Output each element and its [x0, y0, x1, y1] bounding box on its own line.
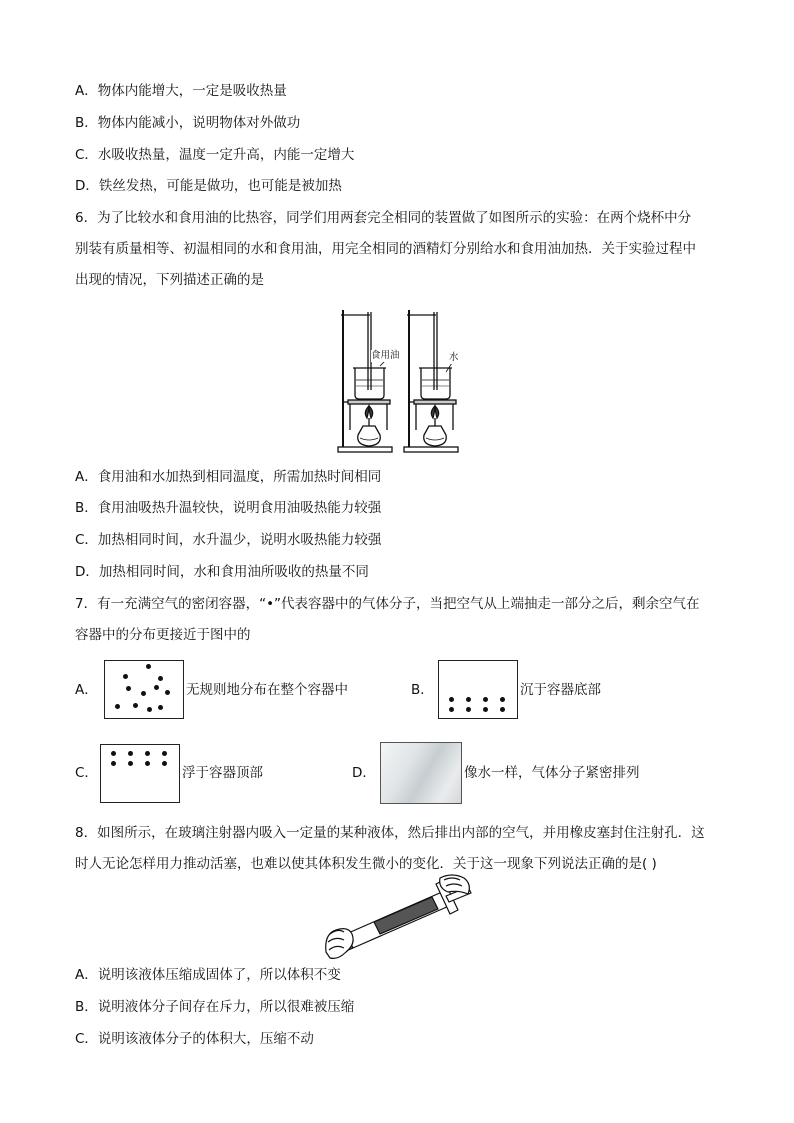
- gas-molecule: [111, 761, 116, 766]
- q7-option-c-letter: C．: [75, 765, 98, 781]
- gas-molecule: [146, 664, 151, 669]
- gas-molecule: [466, 707, 471, 712]
- q7-option-d-dense-container: [380, 742, 462, 804]
- gas-molecule: [123, 674, 128, 679]
- q6-option-a: A．食用油和水加热到相同温度，所需加热时间相同: [75, 469, 382, 485]
- gas-molecule: [162, 761, 167, 766]
- q7-option-c-text: 浮于容器顶部: [182, 765, 263, 781]
- gas-molecule: [115, 704, 120, 709]
- q8-stem-line: 8．如图所示，在玻璃注射器内吸入一定量的某种液体，然后排出内部的空气，并用橡皮塞封住注射孔．这: [75, 825, 705, 841]
- gas-molecule: [466, 697, 471, 702]
- q6-option-c: C．加热相同时间，水升温少，说明水吸热能力较强: [75, 532, 382, 548]
- gas-molecule: [158, 676, 163, 681]
- gas-molecule: [147, 707, 152, 712]
- gas-molecule: [128, 751, 133, 756]
- gas-molecule: [154, 685, 159, 690]
- q6-stem-line: 别装有质量相等、初温相同的水和食用油，用完全相同的酒精灯分别给水和食用油加热．关于实验过程中: [75, 241, 696, 257]
- q5-option-c: C．水吸收热量，温度一定升高，内能一定增大: [75, 147, 355, 163]
- q5-option-a: A．物体内能增大，一定是吸收热量: [75, 83, 287, 99]
- gas-molecule: [145, 761, 150, 766]
- gas-molecule: [483, 697, 488, 702]
- q7-option-a-text: 无规则地分布在整个容器中: [186, 682, 348, 698]
- q8-syringe-figure: [322, 874, 474, 960]
- gas-molecule: [500, 707, 505, 712]
- q7-stem: [75, 589, 723, 651]
- q6-label-oil: 食用油: [371, 350, 400, 361]
- q8-option-b: B．说明液体分子间存在斥力，所以很难被压缩: [75, 999, 355, 1015]
- q8-option-a: A．说明该液体压缩成固体了，所以体积不变: [75, 967, 341, 983]
- gas-molecule: [145, 751, 150, 756]
- q8-stem: [75, 818, 723, 880]
- gas-molecule: [500, 697, 505, 702]
- q8-option-c: C．说明该液体分子的体积大，压缩不动: [75, 1031, 314, 1047]
- q7-option-b-letter: B．: [411, 682, 434, 698]
- q6-stem: [75, 203, 723, 296]
- q7-stem-line: 7．有一充满空气的密闭容器，“•”代表容器中的气体分子，当把空气从上端抽走一部分之后，剩余空气在: [75, 596, 700, 612]
- q6-stem-line: 6．为了比较水和食用油的比热容，同学们用两套完全相同的装置做了如图所示的实验：在两个烧杯中分: [75, 210, 692, 226]
- q6-stem-line: 出现的情况，下列描述正确的是: [75, 272, 264, 288]
- gas-molecule: [133, 703, 138, 708]
- gas-molecule: [449, 697, 454, 702]
- q5-option-d: D．铁丝发热，可能是做功，也可能是被加热: [75, 178, 342, 194]
- q7-option-a-container: [104, 660, 184, 719]
- gas-molecule: [449, 707, 454, 712]
- q7-option-a-letter: A．: [75, 682, 98, 698]
- gas-molecule: [141, 691, 146, 696]
- gas-molecule: [158, 705, 163, 710]
- q7-option-c-container: [100, 744, 180, 803]
- gas-molecule: [128, 761, 133, 766]
- q6-heating-apparatus-figure: [330, 300, 470, 455]
- q5-option-b: B．物体内能减小，说明物体对外做功: [75, 115, 301, 131]
- gas-molecule: [165, 690, 170, 695]
- q7-option-b-container: [438, 660, 518, 719]
- q7-stem-line: 容器中的分布更接近于图中的: [75, 627, 251, 643]
- gas-molecule: [111, 751, 116, 756]
- gas-molecule: [162, 751, 167, 756]
- q7-option-d-letter: D．: [352, 765, 376, 781]
- gas-molecule: [483, 707, 488, 712]
- gas-molecule: [126, 686, 131, 691]
- q8-stem-line: 时人无论怎样用力推动活塞，也难以使其体积发生微小的变化．关于这一现象下列说法正确的是( ): [75, 856, 657, 872]
- q6-option-b: B．食用油吸热升温较快，说明食用油吸热能力较强: [75, 500, 382, 516]
- q7-option-d-text: 像水一样，气体分子紧密排列: [464, 765, 640, 781]
- q7-option-b-text: 沉于容器底部: [520, 682, 601, 698]
- q6-option-d: D．加热相同时间，水和食用油所吸收的热量不同: [75, 564, 369, 580]
- q6-label-water: 水: [449, 352, 459, 363]
